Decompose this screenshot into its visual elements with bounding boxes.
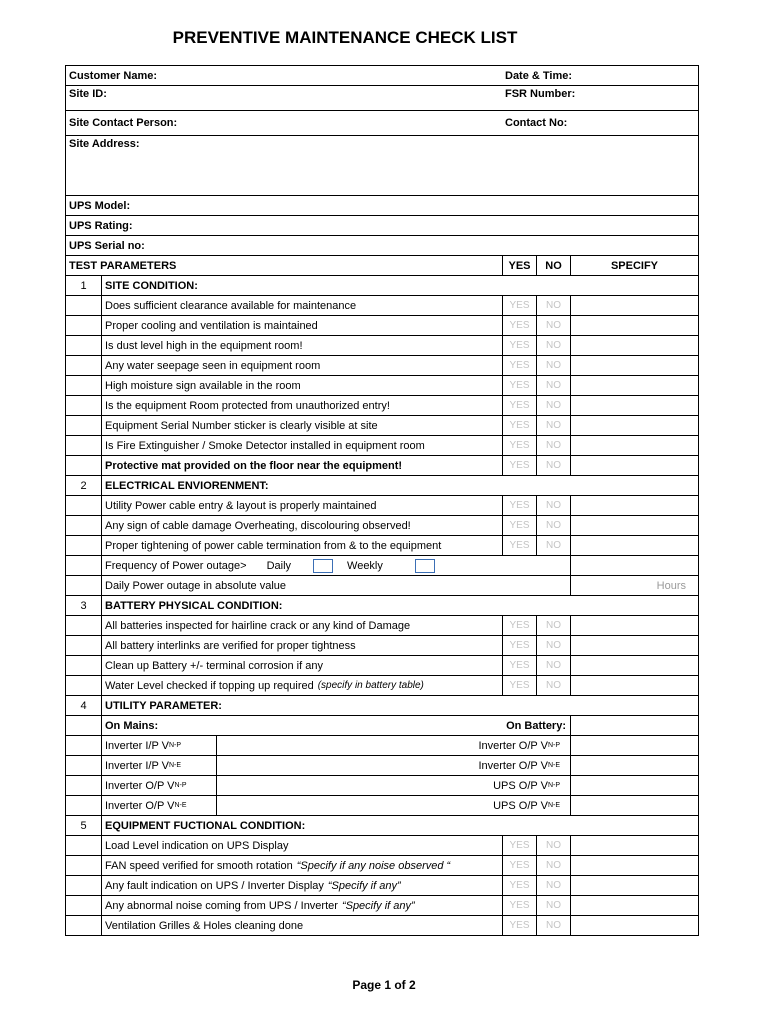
specify-cell[interactable] xyxy=(570,396,698,415)
voltage-value-cell[interactable] xyxy=(570,756,698,775)
specify-cell[interactable] xyxy=(570,876,698,895)
item-text: Proper tightening of power cable termination from & to the equipment xyxy=(105,539,442,552)
item-description xyxy=(101,656,502,675)
specify-cell[interactable] xyxy=(570,496,698,515)
item-text: All battery interlinks are verified for proper tightness xyxy=(105,639,356,652)
voltage-value-cell[interactable] xyxy=(570,776,698,795)
yes-checkbox[interactable]: YES xyxy=(502,516,536,535)
item-description xyxy=(101,836,502,855)
no-column-header: NO xyxy=(536,256,570,275)
item-text: Protective mat provided on the floor near the equipment! xyxy=(105,459,403,472)
battery-voltage-label: UPS O/P V xyxy=(493,799,548,812)
item-text: Any fault indication on UPS / Inverter Display xyxy=(105,879,324,892)
checklist-row xyxy=(66,536,698,556)
checklist-row xyxy=(66,396,698,416)
mains-voltage-subscript: N-P xyxy=(174,782,187,789)
specify-column-header: SPECIFY xyxy=(570,256,698,275)
item-description xyxy=(101,376,502,395)
yes-checkbox[interactable]: YES xyxy=(502,856,536,875)
item-description xyxy=(101,496,502,515)
checklist-row xyxy=(66,856,698,876)
site-contact-label: Site Contact Person: xyxy=(69,117,178,129)
item-text: Any water seepage seen in equipment room xyxy=(105,359,321,372)
voltage-row xyxy=(66,736,698,756)
site-address-row xyxy=(66,136,698,196)
item-note: “Specify if any” xyxy=(341,899,415,912)
item-description xyxy=(101,416,502,435)
ups-rating-label: UPS Rating: xyxy=(69,219,133,232)
yes-checkbox[interactable]: YES xyxy=(502,536,536,555)
voltage-row xyxy=(66,796,698,816)
item-description xyxy=(101,516,502,535)
section-title: EQUIPMENT FUCTIONAL CONDITION: xyxy=(101,816,698,835)
row-number-cell xyxy=(66,436,101,455)
ups-serial-row xyxy=(66,236,698,256)
voltage-value-cell[interactable] xyxy=(570,736,698,755)
specify-cell[interactable] xyxy=(570,556,698,575)
mains-voltage-label: Inverter I/P V xyxy=(105,759,169,772)
weekly-label: Weekly xyxy=(347,559,383,572)
water-level-label: Water Level checked if topping up required xyxy=(105,679,314,692)
specify-cell[interactable] xyxy=(570,676,698,695)
no-checkbox[interactable]: NO xyxy=(536,676,570,695)
battery-voltage-subscript: N-E xyxy=(547,762,560,769)
section-number: 4 xyxy=(80,699,87,712)
voltage-row xyxy=(66,756,698,776)
mains-voltage-cell xyxy=(101,776,216,795)
row-number-cell xyxy=(66,376,101,395)
yes-checkbox[interactable]: YES xyxy=(502,396,536,415)
no-checkbox[interactable]: NO xyxy=(536,516,570,535)
item-text: Any abnormal noise coming from UPS / Inverter xyxy=(105,899,338,912)
item-description xyxy=(101,396,502,415)
no-checkbox[interactable]: NO xyxy=(536,456,570,475)
row-number-cell xyxy=(66,636,101,655)
item-text: Equipment Serial Number sticker is clearly visible at site xyxy=(105,419,378,432)
row-number-cell xyxy=(66,456,101,475)
row-number-cell xyxy=(66,296,101,315)
no-checkbox[interactable]: NO xyxy=(536,356,570,375)
yes-checkbox[interactable]: YES xyxy=(502,636,536,655)
checklist-row xyxy=(66,316,698,336)
section-title: SITE CONDITION: xyxy=(101,276,698,295)
item-text: Does sufficient clearance available for maintenance xyxy=(105,299,357,312)
hours-placeholder[interactable]: Hours xyxy=(570,576,698,595)
item-text: Utility Power cable entry & layout is properly maintained xyxy=(105,499,377,512)
battery-voltage-cell xyxy=(216,796,570,815)
mains-voltage-cell xyxy=(101,796,216,815)
mains-voltage-label: Inverter O/P V xyxy=(105,799,175,812)
specify-cell[interactable] xyxy=(570,416,698,435)
item-description xyxy=(101,436,502,455)
item-description xyxy=(101,636,502,655)
checklist-row xyxy=(66,456,698,476)
ups-rating-row xyxy=(66,216,698,236)
customer-row xyxy=(66,66,698,86)
checklist-row xyxy=(66,896,698,916)
item-note: “Specify if any noise observed “ xyxy=(296,859,451,872)
section-header xyxy=(66,476,698,496)
mains-voltage-subscript: N-E xyxy=(169,762,182,769)
yes-checkbox[interactable]: YES xyxy=(502,296,536,315)
row-number-cell xyxy=(66,516,101,535)
item-note: “Specify if any” xyxy=(327,879,401,892)
no-checkbox[interactable]: NO xyxy=(536,396,570,415)
yes-checkbox[interactable]: YES xyxy=(502,896,536,915)
ups-model-row xyxy=(66,196,698,216)
item-text: Is dust level high in the equipment room! xyxy=(105,339,303,352)
row-number-cell xyxy=(66,616,101,635)
weekly-checkbox[interactable] xyxy=(415,559,435,573)
power-outage-frequency-row xyxy=(66,556,698,576)
item-text: All batteries inspected for hairline crack or any kind of Damage xyxy=(105,619,411,632)
voltage-value-cell[interactable] xyxy=(570,796,698,815)
water-level-row xyxy=(66,676,698,696)
no-checkbox[interactable]: NO xyxy=(536,896,570,915)
item-description xyxy=(101,856,502,875)
daily-checkbox[interactable] xyxy=(313,559,333,573)
row-number-cell xyxy=(66,836,101,855)
test-parameters-header xyxy=(66,256,698,276)
mains-voltage-label: Inverter I/P V xyxy=(105,739,169,752)
item-text: Any sign of cable damage Overheating, discolouring observed! xyxy=(105,519,411,532)
yes-column-header: YES xyxy=(502,256,536,275)
frequency-description xyxy=(101,556,570,575)
contact-no-label: Contact No: xyxy=(505,117,568,129)
item-description xyxy=(101,536,502,555)
checklist-row xyxy=(66,876,698,896)
battery-voltage-label: Inverter O/P V xyxy=(478,759,548,772)
section-title: ELECTRICAL ENVIORENMENT: xyxy=(101,476,698,495)
no-checkbox[interactable]: NO xyxy=(536,536,570,555)
yes-checkbox[interactable]: YES xyxy=(502,376,536,395)
checklist-table xyxy=(65,65,699,936)
yes-checkbox[interactable]: YES xyxy=(502,876,536,895)
section-number: 5 xyxy=(80,819,87,832)
site-address-label: Site Address: xyxy=(69,138,140,150)
specify-cell[interactable] xyxy=(570,836,698,855)
specify-cell[interactable] xyxy=(570,376,698,395)
item-text: Clean up Battery +/- terminal corrosion if any xyxy=(105,659,323,672)
row-number-cell xyxy=(66,896,101,915)
item-text: Is the equipment Room protected from unauthorized entry! xyxy=(105,399,390,412)
checklist-row xyxy=(66,496,698,516)
item-text: FAN speed verified for smooth rotation xyxy=(105,859,293,872)
item-description xyxy=(101,296,502,315)
specify-cell[interactable] xyxy=(570,516,698,535)
ups-serial-label: UPS Serial no: xyxy=(69,239,145,252)
specify-cell[interactable] xyxy=(570,336,698,355)
checklist-row xyxy=(66,376,698,396)
daily-label: Daily xyxy=(266,559,292,572)
daily-outage-label: Daily Power outage in absolute value xyxy=(101,576,570,595)
item-description xyxy=(101,356,502,375)
specify-cell[interactable] xyxy=(570,916,698,935)
yes-checkbox[interactable]: YES xyxy=(502,316,536,335)
no-checkbox[interactable]: NO xyxy=(536,836,570,855)
mains-voltage-cell xyxy=(101,756,216,775)
row-number-cell xyxy=(66,396,101,415)
item-text: Is Fire Extinguisher / Smoke Detector installed in equipment room xyxy=(105,439,425,452)
item-text: High moisture sign available in the room xyxy=(105,379,301,392)
yes-checkbox[interactable]: YES xyxy=(502,836,536,855)
page-number: Page 1 of 2 xyxy=(352,978,416,992)
yes-checkbox[interactable]: YES xyxy=(502,916,536,935)
no-checkbox[interactable]: NO xyxy=(536,616,570,635)
site-id-row xyxy=(66,86,698,111)
row-number-cell xyxy=(66,916,101,935)
item-description xyxy=(101,876,502,895)
customer-name-label: Customer Name: xyxy=(69,69,158,82)
checklist-row xyxy=(66,916,698,936)
item-text: Proper cooling and ventilation is maintained xyxy=(105,319,318,332)
specify-cell[interactable] xyxy=(570,316,698,335)
no-checkbox[interactable]: NO xyxy=(536,496,570,515)
specify-cell[interactable] xyxy=(570,616,698,635)
specify-cell[interactable] xyxy=(570,656,698,675)
checklist-row xyxy=(66,356,698,376)
row-number-cell xyxy=(66,856,101,875)
no-checkbox[interactable]: NO xyxy=(536,376,570,395)
specify-cell[interactable] xyxy=(570,296,698,315)
no-checkbox[interactable]: NO xyxy=(536,876,570,895)
frequency-label: Frequency of Power outage> xyxy=(105,559,247,572)
section-number: 2 xyxy=(80,479,87,492)
checklist-row xyxy=(66,436,698,456)
on-mains-label: On Mains: xyxy=(105,719,159,732)
specify-cell[interactable] xyxy=(570,356,698,375)
yes-checkbox[interactable]: YES xyxy=(502,336,536,355)
no-checkbox[interactable]: NO xyxy=(536,656,570,675)
checklist-row xyxy=(66,656,698,676)
section-header xyxy=(66,276,698,296)
battery-voltage-cell xyxy=(216,736,570,755)
checklist-row xyxy=(66,296,698,316)
checklist-row xyxy=(66,416,698,436)
yes-checkbox[interactable]: YES xyxy=(502,616,536,635)
checklist-row xyxy=(66,336,698,356)
yes-checkbox[interactable]: YES xyxy=(502,676,536,695)
item-description xyxy=(101,896,502,915)
water-level-note: (specify in battery table) xyxy=(317,680,424,691)
no-checkbox[interactable]: NO xyxy=(536,856,570,875)
battery-voltage-subscript: N-P xyxy=(547,742,560,749)
row-number-cell xyxy=(66,356,101,375)
mains-voltage-cell xyxy=(101,736,216,755)
yes-checkbox[interactable]: YES xyxy=(502,436,536,455)
specify-cell[interactable] xyxy=(570,456,698,475)
no-checkbox[interactable]: NO xyxy=(536,636,570,655)
no-checkbox[interactable]: NO xyxy=(536,296,570,315)
item-description xyxy=(101,916,502,935)
specify-cell[interactable] xyxy=(570,536,698,555)
section-title: BATTERY PHYSICAL CONDITION: xyxy=(101,596,698,615)
daily-outage-row xyxy=(66,576,698,596)
test-parameters-label: TEST PARAMETERS xyxy=(69,259,177,272)
battery-voltage-subscript: N-P xyxy=(547,782,560,789)
item-text: Load Level indication on UPS Display xyxy=(105,839,289,852)
battery-voltage-label: UPS O/P V xyxy=(493,779,548,792)
item-description xyxy=(101,616,502,635)
page-title: PREVENTIVE MAINTENANCE CHECK LIST xyxy=(172,28,518,47)
mains-voltage-subscript: N-P xyxy=(169,742,182,749)
row-number-cell xyxy=(66,336,101,355)
mains-voltage-label: Inverter O/P V xyxy=(105,779,175,792)
section-header xyxy=(66,696,698,716)
row-number-cell xyxy=(66,536,101,555)
specify-cell xyxy=(570,716,698,735)
section-title: UTILITY PARAMETER: xyxy=(101,696,698,715)
specify-cell[interactable] xyxy=(570,856,698,875)
checklist-row xyxy=(66,516,698,536)
yes-checkbox[interactable]: YES xyxy=(502,416,536,435)
item-description xyxy=(101,456,502,475)
specify-cell[interactable] xyxy=(570,896,698,915)
row-number-cell xyxy=(66,656,101,675)
row-number-cell xyxy=(66,416,101,435)
row-number-cell xyxy=(66,316,101,335)
item-description xyxy=(101,676,502,695)
site-id-label: Site ID: xyxy=(69,88,107,100)
battery-voltage-subscript: N-E xyxy=(547,802,560,809)
no-checkbox[interactable]: NO xyxy=(536,416,570,435)
no-checkbox[interactable]: NO xyxy=(536,316,570,335)
ups-model-label: UPS Model: xyxy=(69,199,131,212)
specify-cell[interactable] xyxy=(570,636,698,655)
date-time-label: Date & Time: xyxy=(505,69,573,82)
mains-battery-labels xyxy=(101,716,570,735)
battery-voltage-cell xyxy=(216,776,570,795)
mains-battery-header xyxy=(66,716,698,736)
item-text: Ventilation Grilles & Holes cleaning done xyxy=(105,919,304,932)
yes-checkbox[interactable]: YES xyxy=(502,496,536,515)
yes-checkbox[interactable]: YES xyxy=(502,356,536,375)
no-checkbox[interactable]: NO xyxy=(536,436,570,455)
section-header xyxy=(66,816,698,836)
yes-checkbox[interactable]: YES xyxy=(502,456,536,475)
battery-voltage-label: Inverter O/P V xyxy=(478,739,548,752)
specify-cell[interactable] xyxy=(570,436,698,455)
mains-voltage-subscript: N-E xyxy=(174,802,187,809)
checklist-row xyxy=(66,636,698,656)
row-number-cell xyxy=(66,876,101,895)
battery-voltage-cell xyxy=(216,756,570,775)
no-checkbox[interactable]: NO xyxy=(536,336,570,355)
checklist-row xyxy=(66,836,698,856)
voltage-row xyxy=(66,776,698,796)
checklist-row xyxy=(66,616,698,636)
fsr-number-label: FSR Number: xyxy=(505,88,576,100)
no-checkbox[interactable]: NO xyxy=(536,916,570,935)
contact-row xyxy=(66,111,698,136)
section-number: 1 xyxy=(80,279,87,292)
row-number-cell xyxy=(66,496,101,515)
section-number: 3 xyxy=(80,599,87,612)
item-description xyxy=(101,336,502,355)
on-battery-label: On Battery: xyxy=(506,719,566,732)
section-header xyxy=(66,596,698,616)
yes-checkbox[interactable]: YES xyxy=(502,656,536,675)
item-description xyxy=(101,316,502,335)
